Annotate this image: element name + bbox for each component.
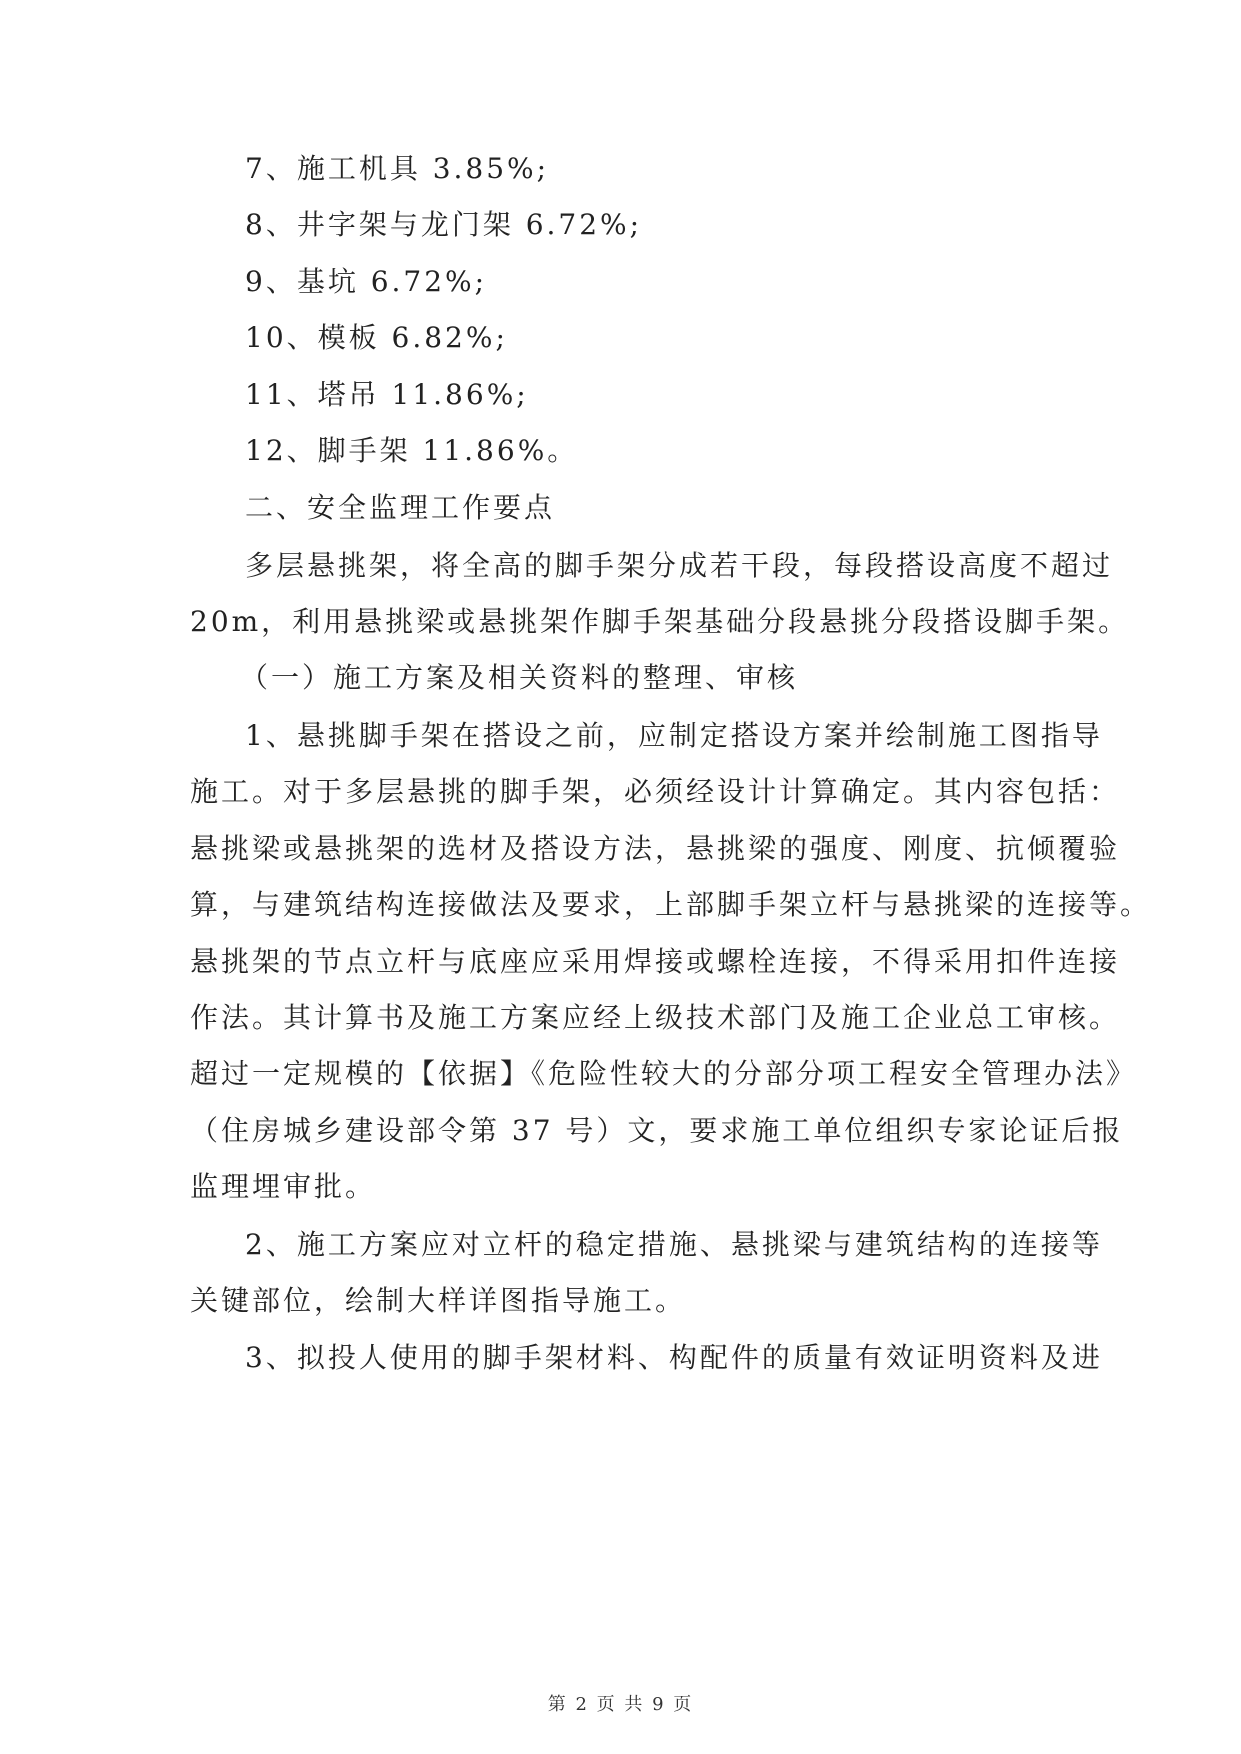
paragraph-line: 多层悬挑架，将全高的脚手架分成若干段，每段搭设高度不超过 <box>245 549 1114 582</box>
list-item: 10、模板 6.82%; <box>245 321 508 354</box>
paragraph-line: 1、悬挑脚手架在搭设之前，应制定搭设方案并绘制施工图指导 <box>245 719 1103 752</box>
paragraph-line: 施工。对于多层悬挑的脚手架，必须经设计计算确定。其内容包括： <box>190 775 1121 808</box>
paragraph-line: 监理埋审批。 <box>190 1170 377 1203</box>
paragraph-line: 悬挑梁或悬挑架的选材及搭设方法，悬挑梁的强度、刚度、抗倾覆验 <box>190 832 1121 865</box>
paragraph-line: 超过一定规模的【依据】《危险性较大的分部分项工程安全管理办法》 <box>190 1057 1138 1090</box>
list-item: 12、脚手架 11.86%。 <box>245 434 579 467</box>
paragraph-line: 算，与建筑结构连接做法及要求，上部脚手架立杆与悬挑梁的连接等。 <box>190 888 1152 921</box>
list-item: 11、塔吊 11.86%; <box>245 378 529 411</box>
section-heading: 二、安全监理工作要点 <box>245 491 556 524</box>
list-item: 7、施工机具 3.85%; <box>245 152 550 185</box>
paragraph-line: 作法。其计算书及施工方案应经上级技术部门及施工企业总工审核。 <box>190 1001 1121 1034</box>
paragraph-line: 2、施工方案应对立杆的稳定措施、悬挑梁与建筑结构的连接等 <box>245 1228 1103 1261</box>
paragraph-line: 20m，利用悬挑梁或悬挑架作脚手架基础分段悬挑分段搭设脚手架。 <box>190 605 1130 638</box>
list-item: 8、井字架与龙门架 6.72%; <box>245 208 643 241</box>
list-item: 9、基坑 6.72%; <box>245 265 488 298</box>
subsection-heading: （一）施工方案及相关资料的整理、审核 <box>240 661 799 694</box>
paragraph-line: 关键部位，绘制大样详图指导施工。 <box>190 1284 687 1317</box>
page-number-footer: 第 2 页 共 9 页 <box>547 1694 694 1715</box>
paragraph-line: （住房城乡建设部令第 37 号）文，要求施工单位组织专家论证后报 <box>190 1114 1124 1147</box>
paragraph-line: 3、拟投人使用的脚手架材料、构配件的质量有效证明资料及进 <box>245 1341 1103 1374</box>
paragraph-line: 悬挑架的节点立杆与底座应采用焊接或螺栓连接，不得采用扣件连接 <box>190 945 1121 978</box>
